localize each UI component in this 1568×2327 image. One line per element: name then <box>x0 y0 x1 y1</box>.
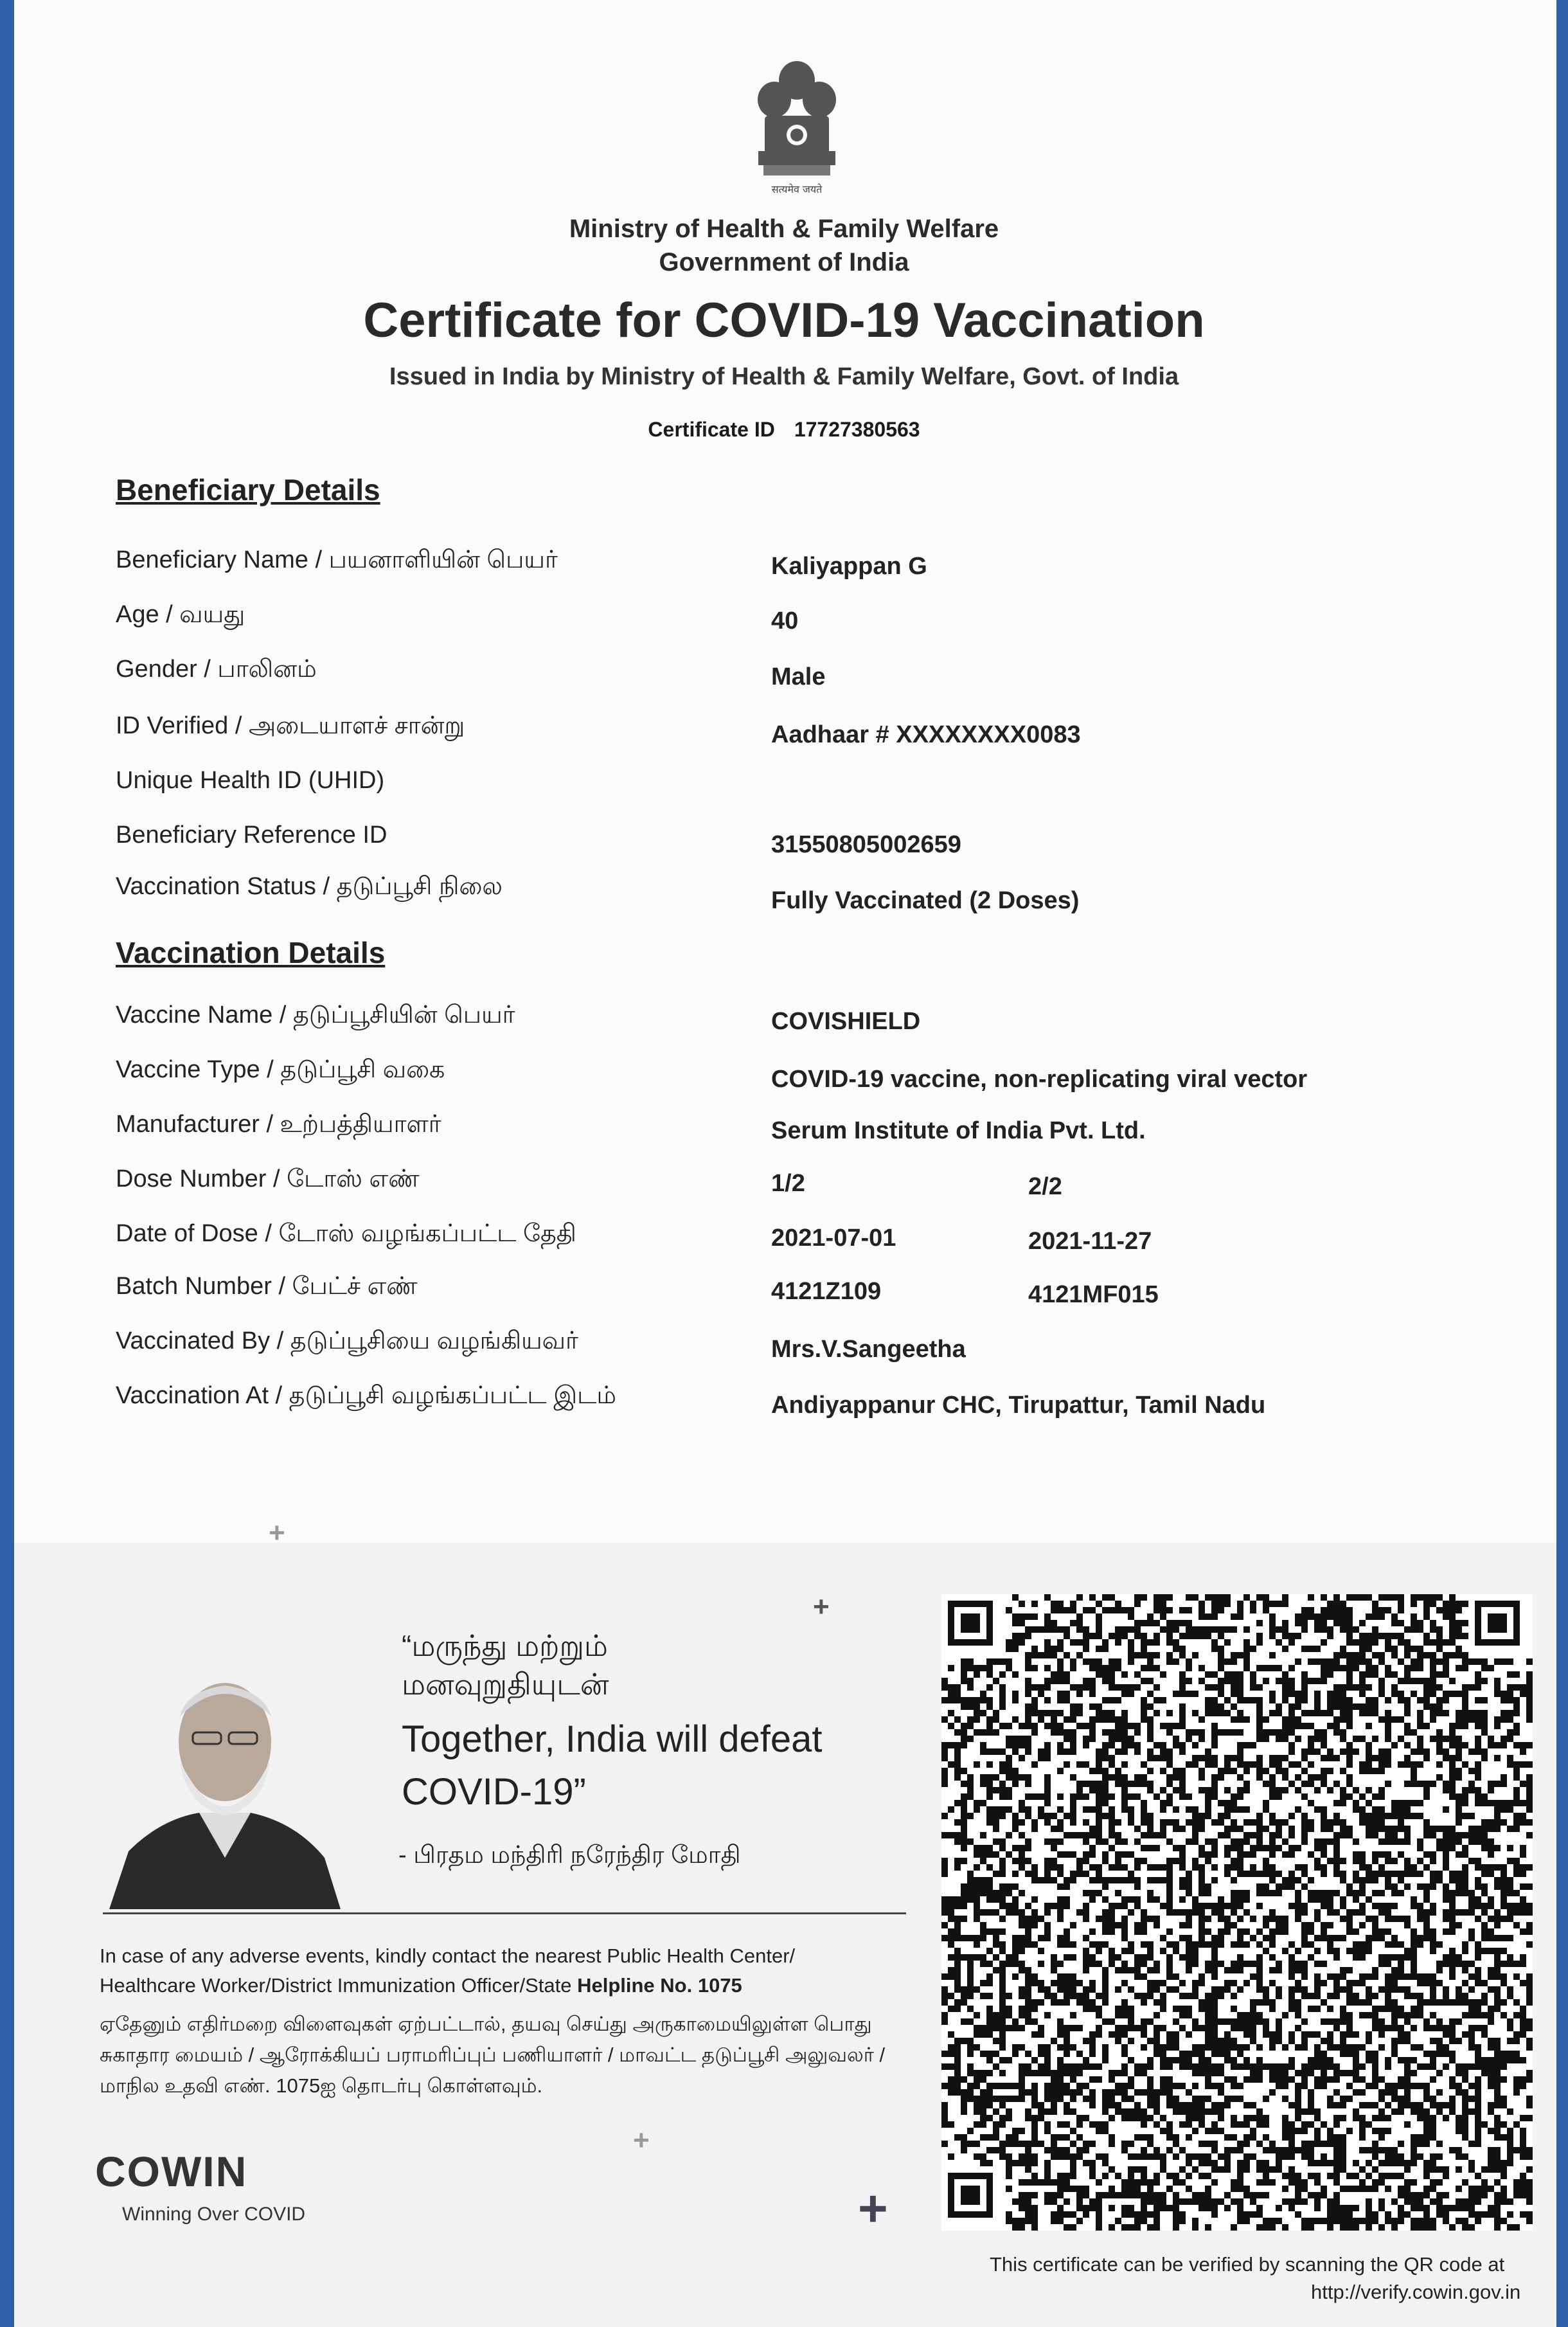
helpline-number: Helpline No. 1075 <box>577 1974 742 1997</box>
certificate-id-value: 17727380563 <box>794 418 920 441</box>
label-dose-number: Dose Number / டோஸ் எண் <box>116 1165 420 1192</box>
quote-english-line1: Together, India will defeat <box>402 1718 823 1760</box>
label-batch-number: Batch Number / பேட்ச் எண் <box>116 1273 418 1300</box>
value-date-of-dose-1: 2021-07-01 <box>771 1225 896 1252</box>
ministry-header <box>0 212 1568 279</box>
plus-decoration-icon: + <box>858 2180 888 2237</box>
quote-tamil <box>402 1626 609 1703</box>
government-name: Government of India <box>659 248 909 276</box>
adverse-english-line1: In case of any adverse events, kindly contact the nearest Public Health Center/ <box>100 1945 796 1967</box>
adverse-events-english <box>100 1941 903 2000</box>
value-vaccine-name: COVISHIELD <box>771 1008 921 1035</box>
adverse-tamil-line1: ஏதேனும் எதிர்மறை விளைவுகள் ஏற்பட்டால், தயவு செய்து அருகாமையிலுள்ள பொது <box>100 2013 872 2035</box>
adverse-tamil-line2: சுகாதார மையம் / ஆரோக்கியப் பராமரிப்புப் பணியாளர் / மாவட்ட தடுப்பூசி அலுவலர் / <box>100 2044 886 2066</box>
label-vaccination-status: Vaccination Status / தடுப்பூசி நிலை <box>116 873 503 900</box>
ministry-name: Ministry of Health & Family Welfare <box>569 215 999 243</box>
verification-qr-code[interactable] <box>941 1594 1533 2231</box>
plus-decoration-icon: + <box>813 1591 830 1622</box>
value-vaccination-at: Andiyappanur CHC, Tirupattur, Tamil Nadu <box>771 1392 1266 1419</box>
value-batch-number-1: 4121Z109 <box>771 1278 882 1305</box>
label-id-verified: ID Verified / அடையாளச் சான்று <box>116 712 465 739</box>
value-vaccination-status: Fully Vaccinated (2 Doses) <box>771 887 1080 914</box>
value-batch-number-2: 4121MF015 <box>1028 1281 1159 1308</box>
quote-english <box>402 1713 823 1819</box>
divider <box>103 1912 906 1914</box>
adverse-english-line2-text: Healthcare Worker/District Immunization Officer/State <box>100 1974 578 1997</box>
label-beneficiary-name: Beneficiary Name / பயனாளியின் பெயர் <box>116 546 558 573</box>
beneficiary-details-heading: Beneficiary Details <box>116 473 380 507</box>
value-beneficiary-reference-id: 31550805002659 <box>771 831 961 858</box>
label-gender: Gender / பாலினம் <box>116 656 317 683</box>
value-dose-number-1: 1/2 <box>771 1170 805 1197</box>
cowin-tagline: Winning Over COVID <box>122 2204 306 2225</box>
quote-tamil-line1: “மருந்து மற்றும் <box>402 1629 608 1662</box>
value-date-of-dose-2: 2021-11-27 <box>1028 1228 1152 1255</box>
value-vaccine-type: COVID-19 vaccine, non-replicating viral vector <box>771 1066 1308 1093</box>
certificate-id-label: Certificate ID <box>648 418 775 441</box>
certificate-id-row <box>0 418 1568 442</box>
cowin-logo: COWIN <box>95 2148 248 2195</box>
label-beneficiary-reference-id: Beneficiary Reference ID <box>116 822 388 849</box>
label-age: Age / வயது <box>116 601 245 628</box>
value-beneficiary-name: Kaliyappan G <box>771 553 927 580</box>
adverse-events-tamil <box>100 2009 903 2101</box>
value-vaccinated-by: Mrs.V.Sangeetha <box>771 1336 966 1363</box>
national-emblem-icon <box>745 55 848 202</box>
adverse-english-line2 <box>100 1971 903 2000</box>
label-date-of-dose: Date of Dose / டோஸ் வழங்கப்பட்ட தேதி <box>116 1220 576 1247</box>
issued-by: Issued in India by Ministry of Health & Family Welfare, Govt. of India <box>389 363 1179 390</box>
label-manufacturer: Manufacturer / உற்பத்தியாளர் <box>116 1111 441 1138</box>
label-vaccine-type: Vaccine Type / தடுப்பூசி வகை <box>116 1056 445 1083</box>
label-vaccination-at: Vaccination At / தடுப்பூசி வழங்கப்பட்ட இடம் <box>116 1382 616 1409</box>
emblem-caption: सत्यमेव जयते <box>771 183 823 195</box>
label-vaccine-name: Vaccine Name / தடுப்பூசியின் பெயர் <box>116 1002 515 1029</box>
prime-minister-photo <box>103 1646 347 1909</box>
value-id-verified: Aadhaar # XXXXXXXX0083 <box>771 721 1081 748</box>
page-title: Certificate for COVID-19 Vaccination <box>363 293 1205 348</box>
plus-decoration-icon: + <box>269 1517 285 1549</box>
value-dose-number-2: 2/2 <box>1028 1173 1062 1200</box>
quote-english-line2: COVID-19” <box>402 1771 586 1813</box>
verify-note: This certificate can be verified by scanning the QR code at <box>990 2253 1505 2276</box>
label-uhid: Unique Health ID (UHID) <box>116 767 385 794</box>
plus-decoration-icon: + <box>633 2125 650 2156</box>
quote-tamil-line2: மனவுறுதியுடன் <box>402 1667 609 1701</box>
label-vaccinated-by: Vaccinated By / தடுப்பூசியை வழங்கியவர் <box>116 1327 578 1354</box>
value-gender: Male <box>771 663 826 690</box>
vaccination-details-heading: Vaccination Details <box>116 936 386 969</box>
value-manufacturer: Serum Institute of India Pvt. Ltd. <box>771 1117 1146 1144</box>
value-age: 40 <box>771 607 799 634</box>
adverse-tamil-line3: மாநில உதவி எண். 1075ஐ தொடர்பு கொள்ளவும். <box>100 2074 543 2097</box>
verify-url[interactable]: http://verify.cowin.gov.in <box>1311 2281 1521 2303</box>
quote-attribution: - பிரதம மந்திரி நரேந்திர மோதி <box>398 1842 741 1869</box>
